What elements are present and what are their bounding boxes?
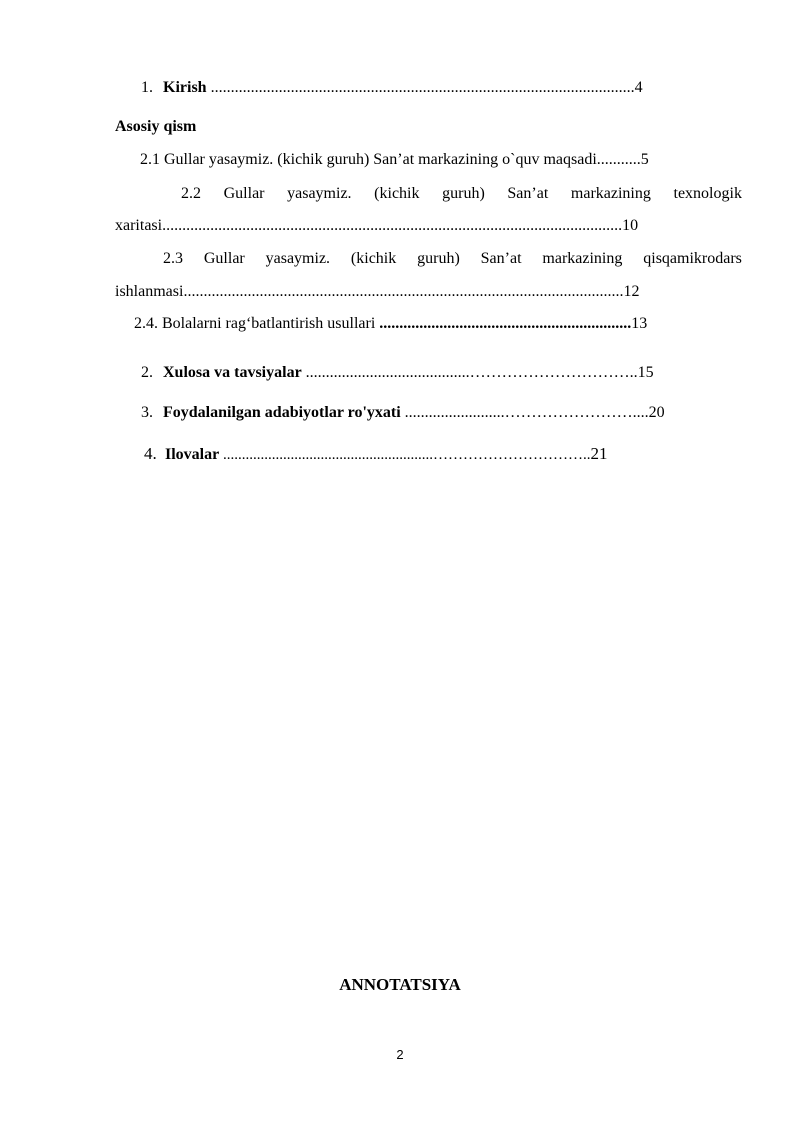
page-number: 2 <box>396 1047 404 1062</box>
toc-item-number: 1. <box>141 79 153 96</box>
toc-item-title: Ilovalar <box>165 446 220 463</box>
toc-word: 2.3 <box>163 250 183 267</box>
annotation-heading: ANNOTATSIYA <box>339 975 461 994</box>
toc-item-number: 4. <box>144 444 157 463</box>
toc-item-2-2-line2 <box>115 216 638 236</box>
toc-item-text: xaritasi................................................................................................................... <box>115 217 623 234</box>
toc-item-2-1 <box>140 150 649 170</box>
toc-item-2-2-line1 <box>181 184 742 204</box>
toc-item-number: 2. <box>141 364 153 381</box>
toc-word: San’at <box>480 250 522 267</box>
toc-item-2-4 <box>134 314 647 334</box>
toc-leader-dots: ............................................................... <box>375 315 632 332</box>
toc-item-title: Foydalanilgan adabiyotlar ro'yxati <box>163 404 401 421</box>
toc-item-xulosa <box>141 363 654 383</box>
toc-page-number: 12 <box>623 283 640 300</box>
toc-word: yasaymiz. <box>287 185 352 202</box>
toc-word: guruh) <box>417 250 460 267</box>
toc-page-number: 5 <box>640 151 649 168</box>
toc-page-number: 20 <box>648 404 665 421</box>
toc-item-adabiyotlar <box>141 403 665 423</box>
toc-word: texnologik <box>673 185 742 202</box>
toc-word: qisqamikrodars <box>643 250 742 267</box>
toc-word: Gullar <box>203 250 245 267</box>
toc-item-number: 3. <box>141 404 153 421</box>
toc-item-2-3-line2 <box>115 282 639 302</box>
toc-leader-dots: ........................................................………………………….. <box>219 447 591 463</box>
toc-leader-dots: .......................................................................................................... <box>206 79 635 96</box>
toc-item-ilovalar <box>144 444 607 465</box>
toc-item-title: Kirish <box>163 79 207 96</box>
toc-word: markazining <box>570 185 651 202</box>
toc-page-number: 4 <box>634 79 643 96</box>
toc-item-text: 2.1 Gullar yasaymiz. (kichik guruh) San’at markazining o`quv maqsadi........... <box>140 151 641 168</box>
toc-word: Gullar <box>223 185 265 202</box>
toc-page-number: 10 <box>622 217 639 234</box>
toc-page-number: 21 <box>590 444 608 463</box>
toc-item-text: 2.4. Bolalarni rag‘batlantirish usullari <box>134 315 376 332</box>
toc-word: yasaymiz. <box>265 250 331 267</box>
toc-word: guruh) <box>442 185 485 202</box>
toc-page-number: 13 <box>631 315 648 332</box>
toc-item-kirish <box>141 78 643 98</box>
section-heading: Asosiy qism <box>115 118 197 135</box>
toc-word: (kichik <box>350 250 397 267</box>
toc-word: markazining <box>542 250 623 267</box>
toc-item-title: Xulosa va tavsiyalar <box>163 364 302 381</box>
toc-word: San’at <box>507 185 549 202</box>
toc-item-2-3-line1 <box>163 249 742 269</box>
toc-page-number: 15 <box>637 364 654 381</box>
toc-word: (kichik <box>374 185 420 202</box>
toc-item-text: ishlanmasi.............................................................................................................. <box>115 283 624 300</box>
toc-word: 2.2 <box>181 185 201 202</box>
toc-leader-dots: .........................…………………….... <box>400 404 649 421</box>
toc-leader-dots: .........................................………………………….. <box>301 364 638 381</box>
